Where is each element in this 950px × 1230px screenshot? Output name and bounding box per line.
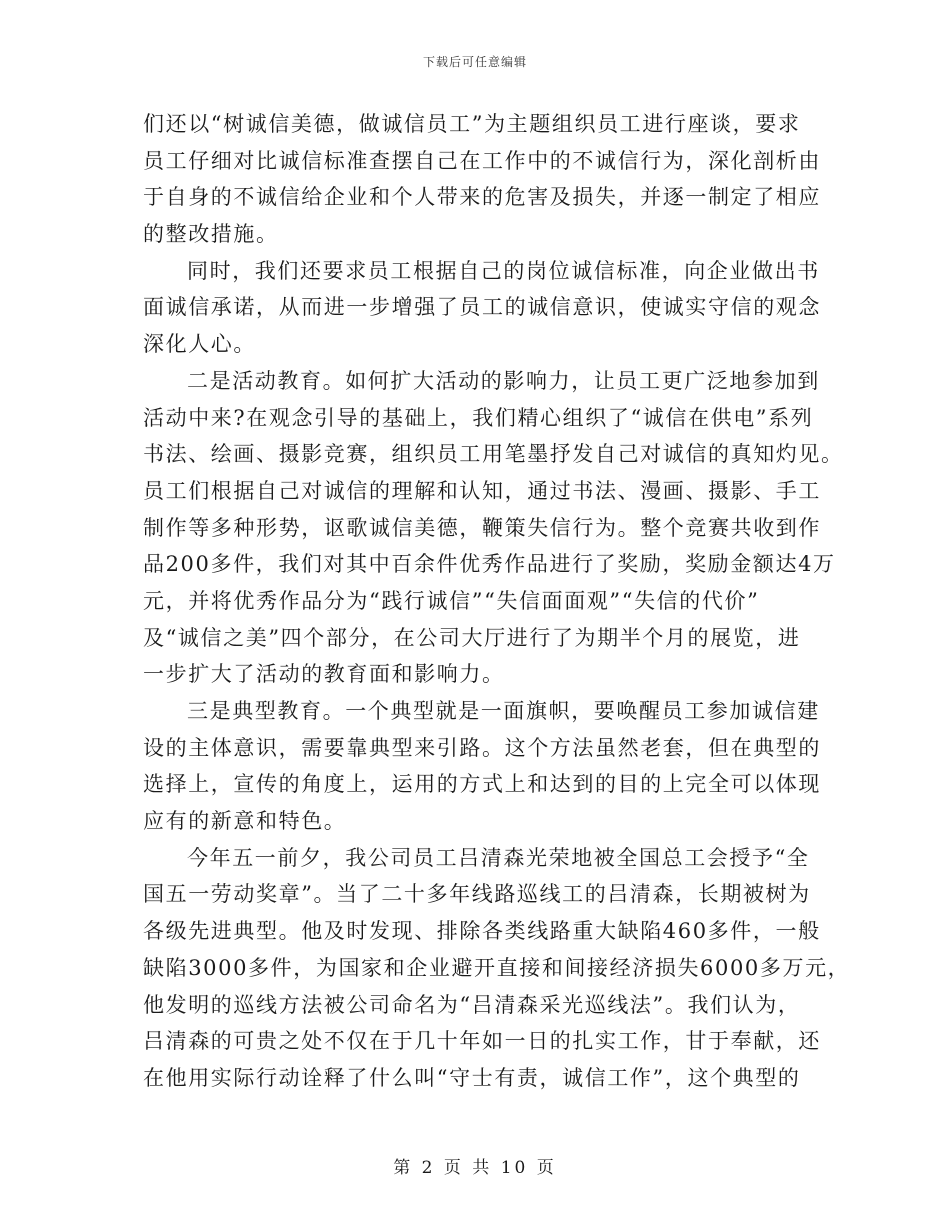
text-line: 各级先进典型。他及时发现、排除各类线路重大缺陷460多件，一般: [143, 919, 821, 944]
text-line: 在他用实际行动诠释了什么叫“守士有责，诚信工作”，这个典型的: [143, 1065, 801, 1090]
text-line: 面诚信承诺，从而进一步增强了员工的诚信意识，使诚实守信的观念: [143, 295, 821, 320]
text-line: 于自身的不诚信给企业和个人带来的危害及损失，并逐一制定了相应: [143, 185, 821, 210]
text-line: 一步扩大了活动的教育面和影响力。: [143, 662, 505, 687]
text-line: 深化人心。: [143, 332, 256, 357]
text-line: 今年五一前夕，我公司员工吕清森光荣地被全国总工会授予“全: [187, 845, 810, 870]
text-line: 缺陷3000多件，为国家和企业避开直接和间接经济损失6000多万元，: [143, 955, 851, 980]
text-line: 员工仔细对比诚信标准查摆自己在工作中的不诚信行为，深化剖析由: [143, 148, 821, 173]
text-line: 应有的新意和特色。: [143, 809, 347, 834]
page-footer: 第 2 页 共 10 页: [393, 1158, 557, 1178]
text-line: 二是活动教育。如何扩大活动的影响力，让员工更广泛地参加到: [187, 368, 820, 393]
text-line: 三是典型教育。一个典型就是一面旗帜，要唤醒员工参加诚信建: [187, 699, 820, 723]
text-line: 书法、绘画、摄影竞赛，组织员工用笔墨抒发自己对诚信的真知灼见。: [143, 442, 844, 467]
text-line: 选择上，宣传的角度上，运用的方式上和达到的目的上完全可以体现: [143, 772, 821, 797]
text-line: 同时，我们还要求员工根据自己的岗位诚信标准，向企业做出书: [187, 258, 820, 283]
page-header: 下载后可任意编辑: [422, 55, 527, 69]
text-line: 及“诚信之美”四个部分，在公司大厅进行了为期半个月的展览，进: [143, 625, 801, 650]
text-line: 吕清森的可贵之处不仅在于几十年如一日的扎实工作，甘于奉献，还: [143, 1029, 821, 1054]
text-line: 员工们根据自己对诚信的理解和认知，通过书法、漫画、摄影、手工: [143, 478, 821, 503]
text-line: 品200多件，我们对其中百余件优秀作品进行了奖励，奖励金额达4万: [143, 552, 836, 577]
text-line: 制作等多种形势，讴歌诚信美德，鞭策失信行为。整个竞赛共收到作: [143, 515, 821, 540]
text-line: 元，并将优秀作品分为“践行诚信”“失信面面观”“失信的代价”: [143, 588, 760, 613]
text-line: 们还以“树诚信美德，做诚信员工”为主题组织员工进行座谈，要求: [143, 112, 801, 136]
text-line: 活动中来?在观念引导的基础上，我们精心组织了“诚信在供电”系列: [143, 405, 814, 430]
document-body: [143, 106, 851, 1097]
text-line: 国五一劳动奖章”。当了二十多年线路巡线工的吕清森，长期被树为: [143, 882, 811, 907]
text-line: 的整改措施。: [143, 222, 279, 247]
text-line: 他发明的巡线方法被公司命名为“吕清森采光巡线法”。我们认为，: [143, 992, 801, 1017]
text-line: 设的主体意识，需要靠典型来引路。这个方法虽然老套，但在典型的: [143, 735, 821, 760]
